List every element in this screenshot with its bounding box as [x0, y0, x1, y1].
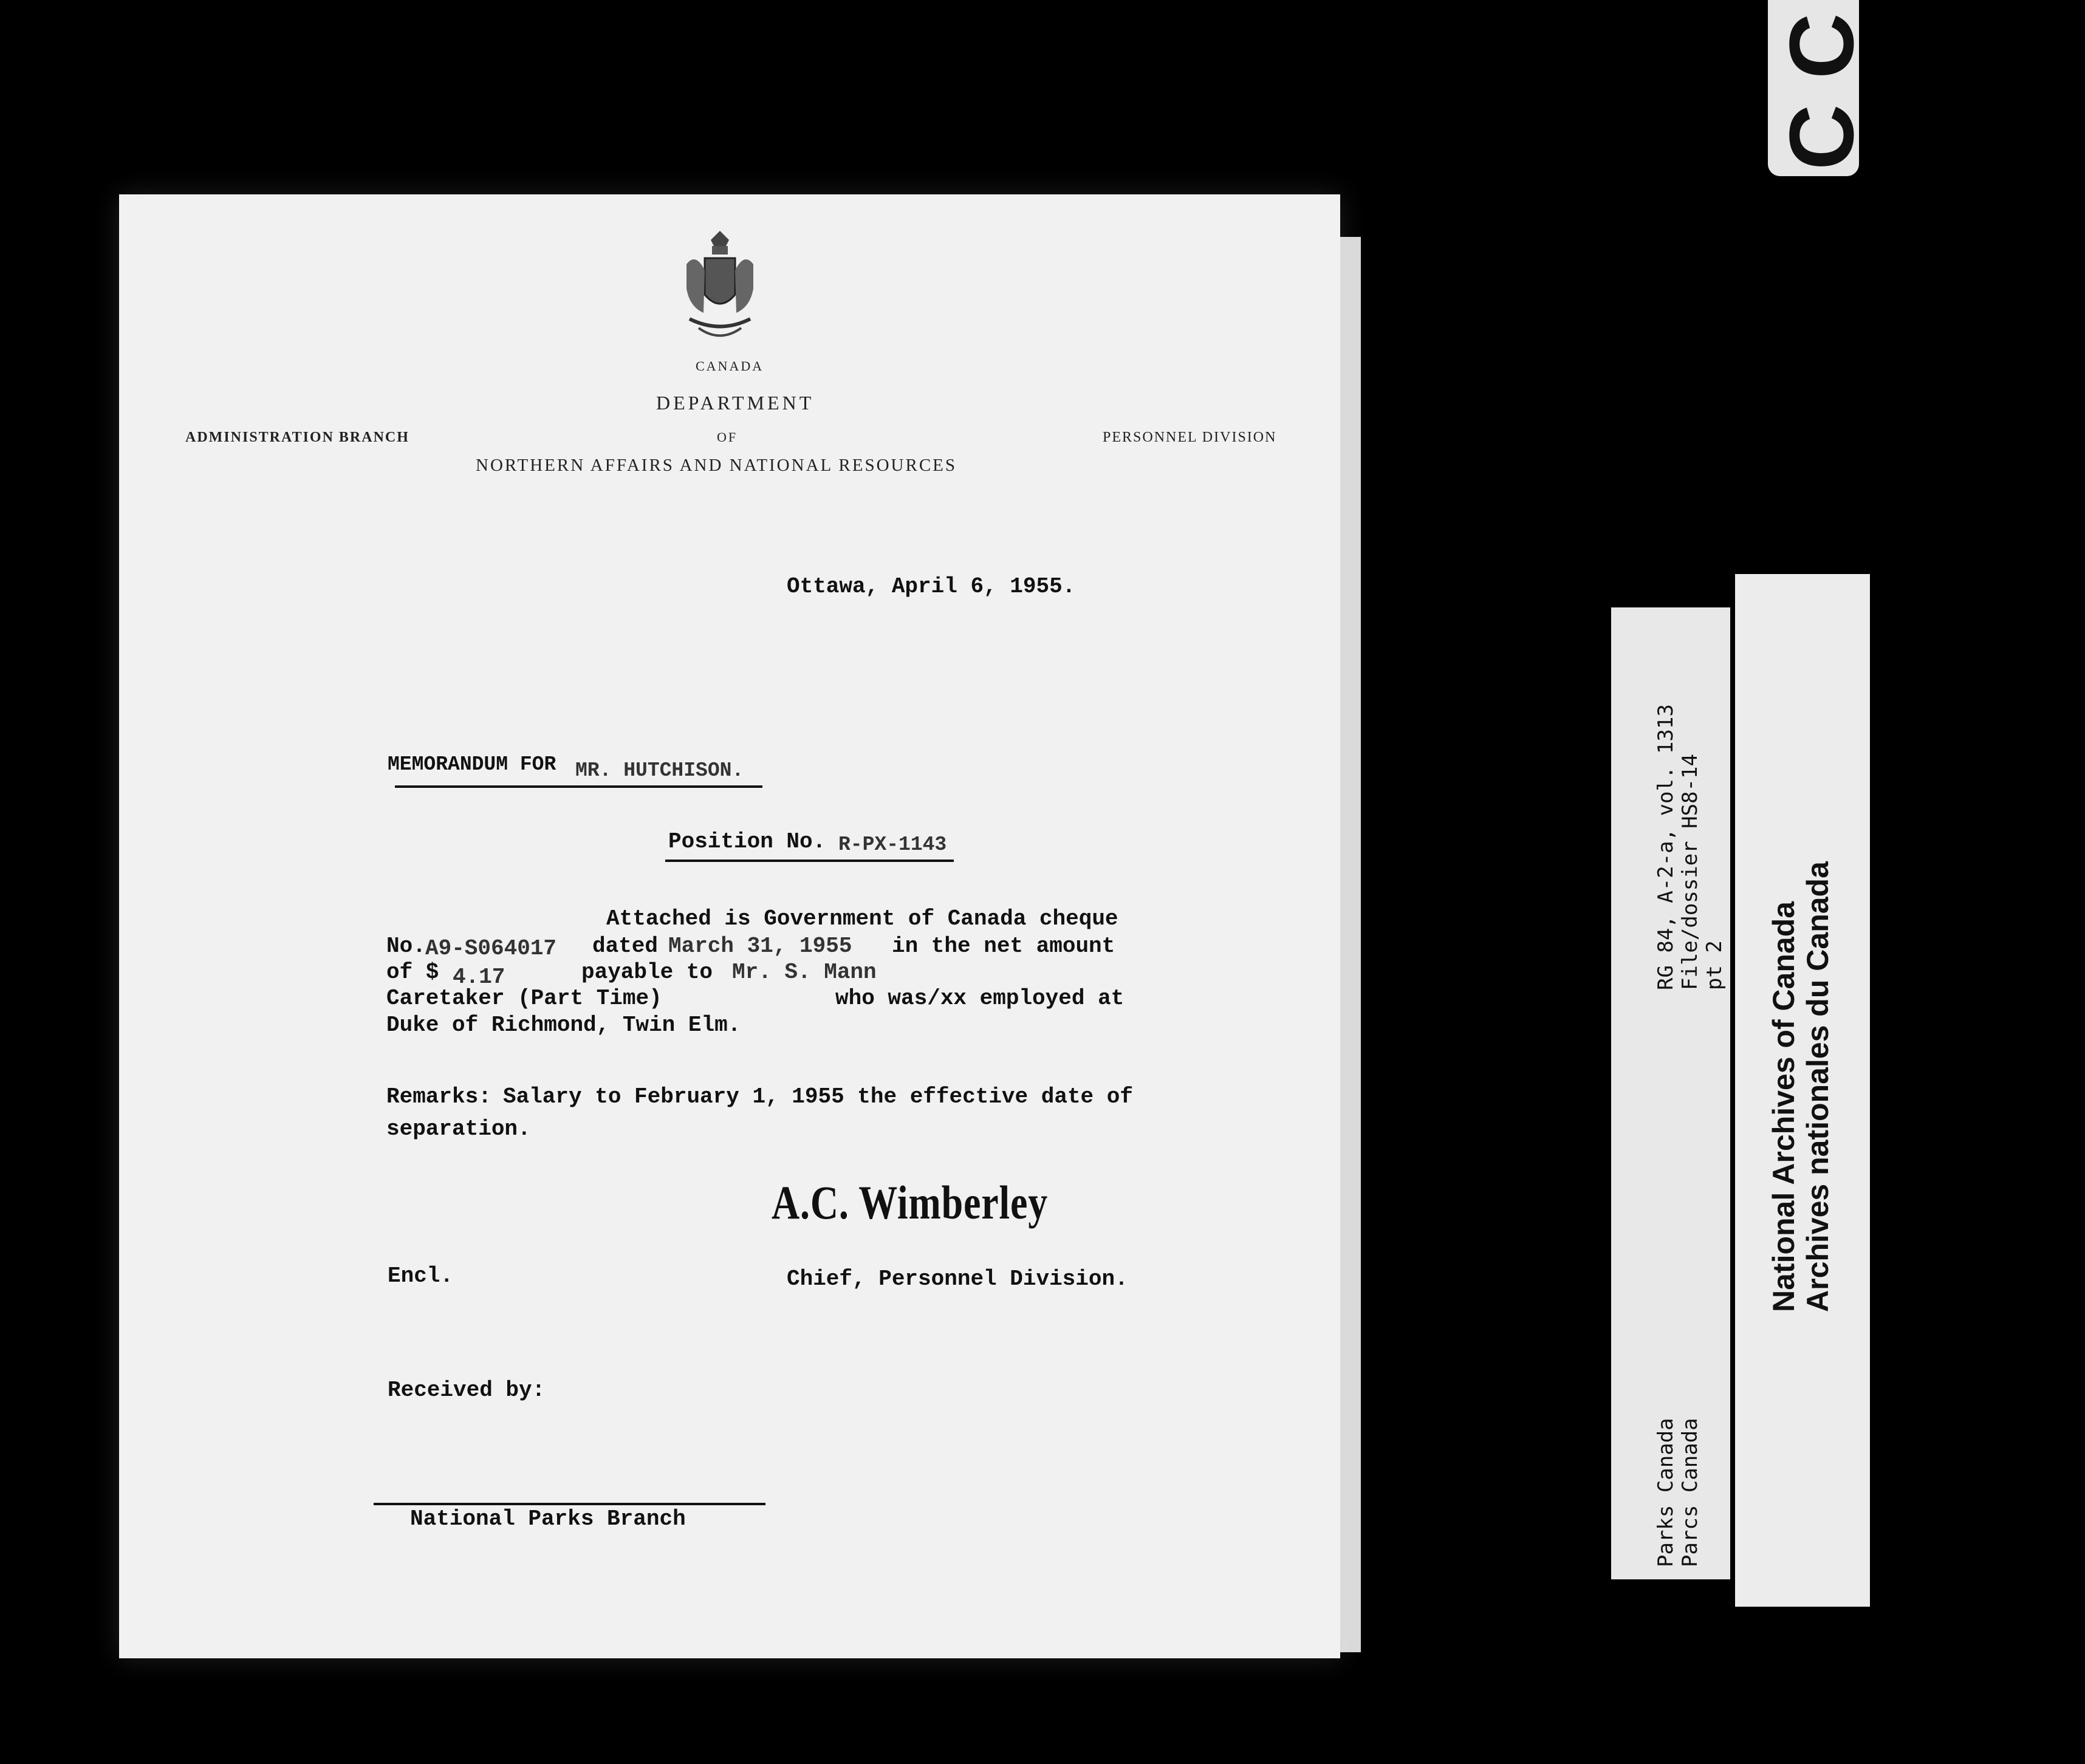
archive-reference-line-1: RG 84, A-2-a, vol. 1313: [1654, 704, 1678, 990]
position-label: Position No.: [668, 829, 826, 854]
received-by-label: Received by:: [388, 1378, 546, 1403]
cheque-number: A9-S064017: [425, 936, 557, 961]
amount-value: 4.17: [453, 965, 505, 990]
department-label: DEPARTMENT: [656, 392, 815, 414]
archive-reference-line-3: pt 2: [1702, 940, 1727, 990]
coat-of-arms-icon: [674, 228, 765, 349]
signature: A.C. Wimberley: [772, 1176, 1049, 1229]
signer-title: Chief, Personnel Division.: [787, 1267, 1128, 1291]
archive-reference-line-2: File/dossier HS8-14: [1678, 754, 1702, 990]
personnel-division-label: PERSONNEL DIVISION: [1103, 429, 1277, 445]
ministry-label: NORTHERN AFFAIRS AND NATIONAL RESOURCES: [476, 456, 957, 475]
national-archives-en: National Archives of Canada: [1767, 901, 1801, 1312]
parks-canada-en: Parks Canada: [1654, 1418, 1678, 1567]
position-number: R-PX-1143: [838, 833, 947, 856]
body-line-1: Attached is Government of Canada cheque: [606, 906, 1118, 931]
cheque-date: March 31, 1955: [668, 934, 852, 959]
remarks-line-1: Salary to February 1, 1955 the effective date of: [503, 1084, 1133, 1109]
country-label: CANADA: [696, 358, 764, 374]
remarks-line-2: separation.: [386, 1116, 531, 1141]
national-archives-fr: Archives nationales du Canada: [1801, 861, 1835, 1312]
parks-canada-fr: Parcs Canada: [1678, 1418, 1702, 1567]
payable-label: payable to: [581, 960, 713, 985]
of-label: OF: [717, 429, 738, 445]
net-amount-label: in the net amount: [892, 934, 1115, 959]
memorandum-for-label: MEMORANDUM FOR: [388, 753, 556, 776]
dated-label: dated: [592, 934, 659, 959]
reel-letters: C C: [1770, 13, 1872, 170]
administration-branch-label: ADMINISTRATION BRANCH: [185, 429, 409, 445]
enclosure-label: Encl.: [388, 1263, 454, 1288]
footer-branch: National Parks Branch: [410, 1506, 686, 1531]
position-title: Caretaker (Part Time): [386, 986, 662, 1011]
position-underline: [665, 860, 954, 862]
employment-status: who was/xx employed at: [835, 986, 1125, 1011]
place-date: Ottawa, April 6, 1955.: [787, 574, 1076, 599]
amount-prefix: of $: [386, 960, 439, 985]
memorandum-recipient: MR. HUTCHISON.: [575, 759, 744, 782]
remarks-label: Remarks:: [386, 1084, 491, 1109]
employment-location: Duke of Richmond, Twin Elm.: [386, 1013, 741, 1038]
cheque-no-prefix: No.: [386, 934, 426, 959]
payee-name: Mr. S. Mann: [732, 960, 877, 985]
memorandum-underline: [395, 785, 762, 788]
received-by-line: [374, 1503, 765, 1505]
